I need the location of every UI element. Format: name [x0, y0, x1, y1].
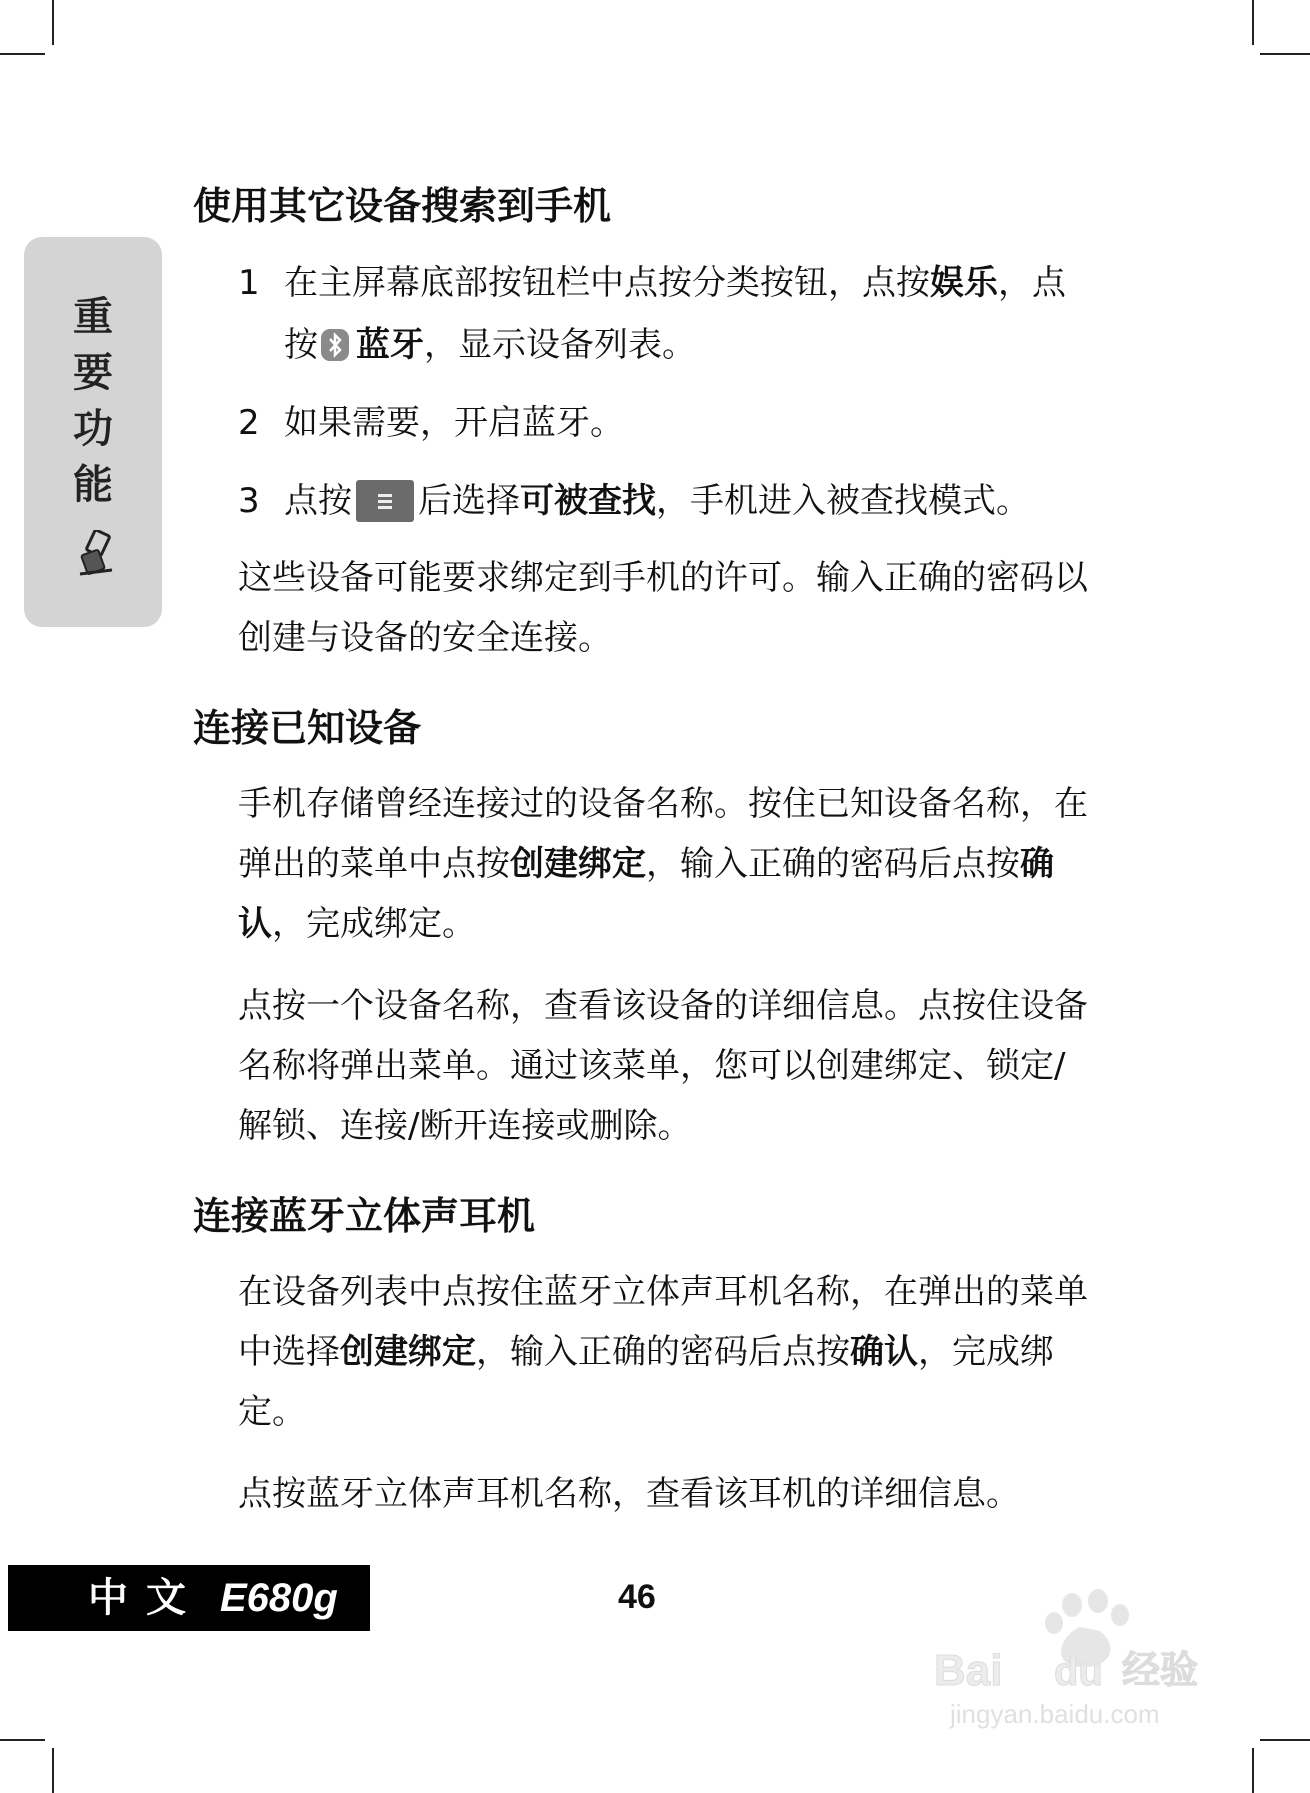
step-text: ，显示设备列表。: [424, 325, 696, 365]
svg-text:经验: 经验: [1122, 1648, 1199, 1692]
paragraph: 这些设备可能要求绑定到手机的许可。输入正确的密码以创建与设备的安全连接。: [238, 558, 1088, 658]
paragraph-text: ，完成绑定。: [238, 1332, 1054, 1432]
bold-term: 创建绑定: [510, 844, 646, 884]
step-item: [238, 252, 1093, 376]
footer-bar: [8, 1565, 370, 1631]
crop-mark: [52, 1748, 54, 1793]
crop-mark: [0, 53, 45, 55]
chapter-label: [24, 289, 162, 513]
step-text: ，手机进入被查找模式。: [656, 481, 1030, 521]
paragraph-text: 在设备列表中点按住蓝牙立体声耳机名称，在弹出的菜单中选择: [238, 1272, 1088, 1372]
bold-term: 确认: [238, 844, 1054, 944]
section-title: 使用其它设备搜索到手机: [193, 183, 612, 228]
step-number: 1: [238, 263, 260, 303]
paragraph-text: ，输入正确的密码后点按: [476, 1332, 850, 1372]
step-item: [238, 470, 1093, 532]
paragraph: 点按一个设备名称，查看该设备的详细信息。点按住设备名称将弹出菜单。通过该菜单，您可以创建绑定、锁定/解锁、连接/断开连接或删除。: [238, 986, 1088, 1146]
bold-term: 娱乐: [930, 263, 998, 303]
svg-text:Bai: Bai: [934, 1646, 1003, 1695]
paragraph-text: ，输入正确的密码后点按: [646, 844, 1020, 884]
crop-mark: [1252, 1748, 1254, 1793]
step-text: ，点按: [284, 263, 1066, 365]
main-content: [193, 176, 1093, 1524]
step-text: 在主屏幕底部按钮栏中点按分类按钮，点按: [284, 263, 930, 303]
section-title: 连接蓝牙立体声耳机: [193, 1193, 536, 1238]
crop-mark: [0, 1739, 45, 1741]
crop-mark: [1260, 53, 1310, 55]
step-number: 3: [238, 481, 260, 521]
footer-language: 中文: [88, 1575, 204, 1621]
bold-term: 可被查找: [520, 481, 656, 521]
svg-text:du: du: [1054, 1650, 1103, 1694]
svg-text:jingyan.baidu.com: jingyan.baidu.com: [950, 1699, 1160, 1729]
step-text: 如果需要，开启蓝牙。: [284, 403, 624, 443]
bluetooth-icon: [320, 328, 350, 362]
phone-icon: [78, 530, 114, 578]
page-number: 46: [618, 1578, 656, 1616]
paragraph: [238, 1262, 1093, 1442]
step-item: [238, 392, 1093, 454]
crop-mark: [1252, 0, 1254, 45]
step-text: 后选择: [418, 481, 520, 521]
chapter-char: 能: [73, 461, 113, 508]
bold-term: 蓝牙: [356, 325, 424, 365]
chapter-char: 要: [73, 349, 113, 396]
crop-mark: [52, 0, 54, 45]
bold-term: 创建绑定: [340, 1332, 476, 1372]
step-text: 点按: [284, 481, 352, 521]
chapter-char: 重: [73, 293, 113, 340]
crop-mark: [1260, 1739, 1310, 1741]
menu-icon: [356, 480, 414, 522]
paragraph: 点按蓝牙立体声耳机名称，查看该耳机的详细信息。: [238, 1474, 1020, 1514]
baidu-watermark-logo: [930, 1585, 1230, 1735]
step-number: 2: [238, 403, 260, 443]
footer-model: E680g: [220, 1576, 338, 1620]
chapter-char: 功: [73, 405, 113, 452]
section-title: 连接已知设备: [193, 705, 422, 750]
paragraph-text: ，完成绑定。: [272, 904, 476, 944]
chapter-side-tab: [24, 237, 162, 627]
bold-term: 确认: [850, 1332, 918, 1372]
paragraph: [238, 774, 1093, 954]
paragraph-text: 手机存储曾经连接过的设备名称。按住已知设备名称，在弹出的菜单中点按: [238, 784, 1088, 884]
